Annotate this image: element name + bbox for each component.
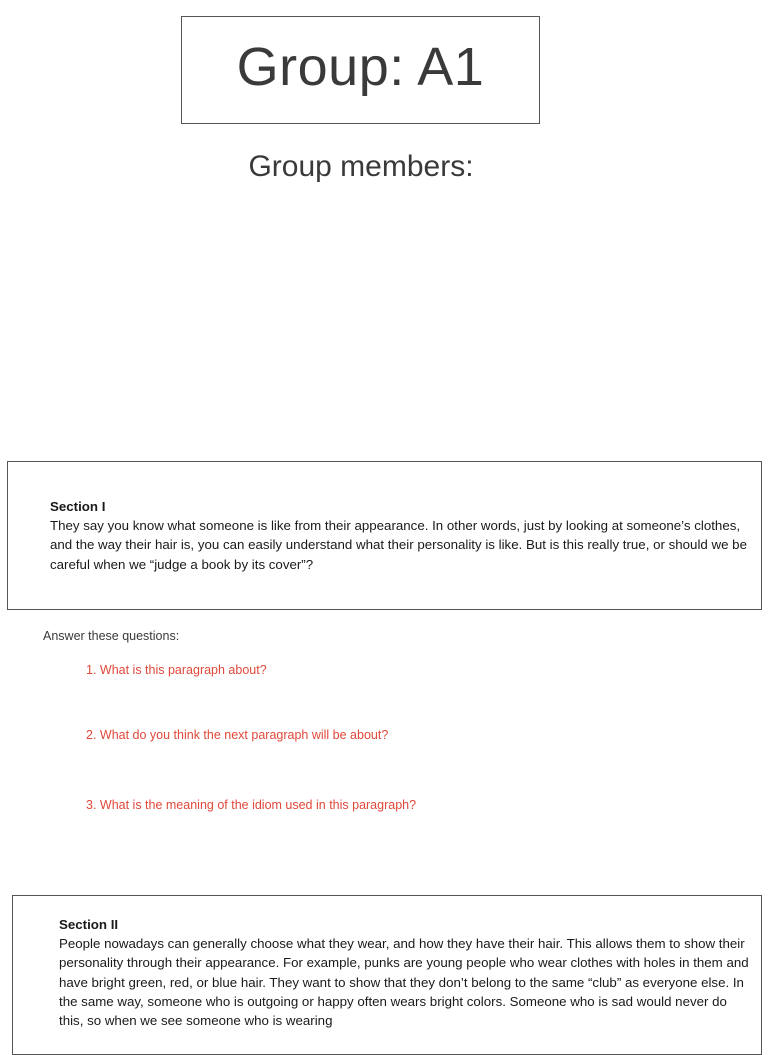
answer-questions-label: Answer these questions: [43,629,180,643]
question-3: 3. What is the meaning of the idiom used in this paragraph? [86,798,417,812]
question-2: 2. What do you think the next paragraph will be about? [86,728,389,742]
section-2-paragraph: People nowadays can generally choose what they wear, and how they have their hair. This allows them to show their personality through their appearance. For example, punks are young people who wear clothes with holes in them and have bright green, red, or blue hair. They want to show that they don’t belong to the same “club” as everyone else. In the same way, someone who is outgoing or happy often wears bright colors. Someone who is sad would never do this, so when we see someone who is wearing [59,936,749,1029]
section-1-box [7,461,762,610]
section-1-content [50,497,750,574]
question-1: 1. What is this paragraph about? [86,663,267,677]
section-2-heading: Section II [59,917,119,932]
section-1-heading: Section I [50,499,106,514]
group-members-label: Group members: [248,150,474,183]
section-2-box [12,895,762,1055]
section-2-content [59,915,749,1030]
section-1-paragraph: They say you know what someone is like from their appearance. In other words, just by looking at someone’s clothes, and the way their hair is, you can easily understand what their personality is like. But is this really true, or should we be careful when we “judge a book by its cover”? [50,518,747,572]
group-title: Group: A1 [236,37,485,97]
group-title-box [181,16,540,124]
